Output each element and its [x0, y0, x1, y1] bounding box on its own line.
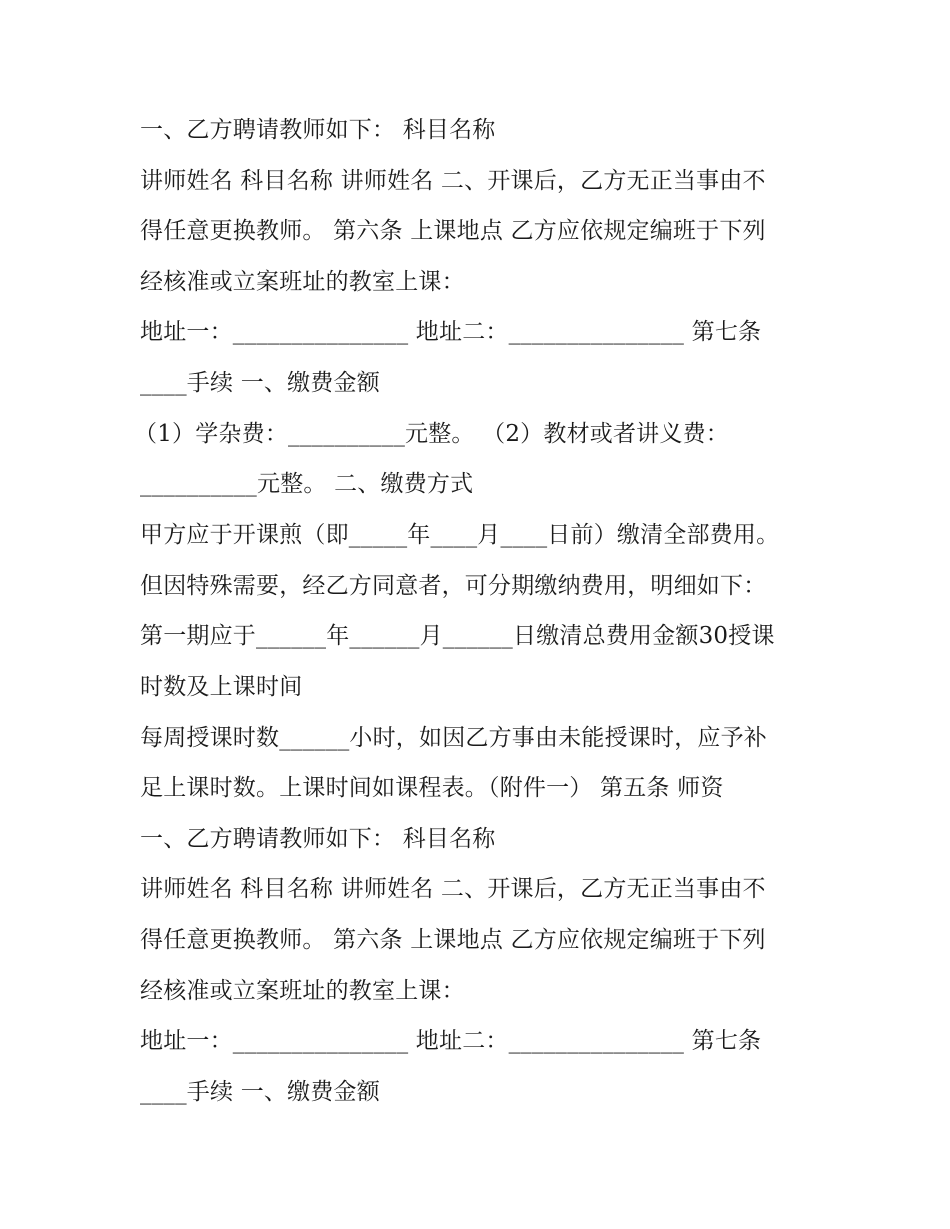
text-line: 甲方应于开课煎（即_____年____月____日前）缴清全部费用。: [140, 522, 780, 548]
text-line: 得任意更换教师。 第六条 上课地点 乙方应依规定编班于下列: [140, 218, 766, 244]
text-line: 一、乙方聘请教师如下： 科目名称: [140, 117, 496, 143]
text-line: 但因特殊需要，经乙方同意者，可分期缴纳费用，明细如下：: [140, 573, 767, 599]
text-line: ____手续 一、缴费金额: [140, 370, 380, 396]
text-line: 足上课时数。上课时间如课程表。（附件一） 第五条 师资: [140, 775, 724, 801]
text-line: 一、乙方聘请教师如下： 科目名称: [140, 826, 496, 852]
text-line: 经核准或立案班址的教室上课：: [140, 978, 465, 1004]
text-line: 地址一：_______________ 地址二：_______________ 第七条: [140, 1028, 762, 1054]
text-line: （1）学杂费：__________元整。 （2）教材或者讲义费：: [134, 421, 729, 447]
text-line: 经核准或立案班址的教室上课：: [140, 269, 465, 295]
text-line: ____手续 一、缴费金额: [140, 1079, 380, 1105]
text-line: 得任意更换教师。 第六条 上课地点 乙方应依规定编班于下列: [140, 927, 766, 953]
text-line: 第一期应于______年______月______日缴清总费用金额30授课: [140, 623, 775, 649]
text-line: 每周授课时数______小时，如因乙方事由未能授课时，应予补: [140, 725, 767, 751]
text-line: 时数及上课时间: [140, 674, 303, 700]
text-line: 讲师姓名 科目名称 讲师姓名 二、开课后，乙方无正当事由不: [140, 876, 766, 902]
text-line: 地址一：_______________ 地址二：_______________ 第七条: [140, 319, 762, 345]
text-line: __________元整。 二、缴费方式: [140, 471, 474, 497]
text-line: 讲师姓名 科目名称 讲师姓名 二、开课后，乙方无正当事由不: [140, 168, 766, 194]
